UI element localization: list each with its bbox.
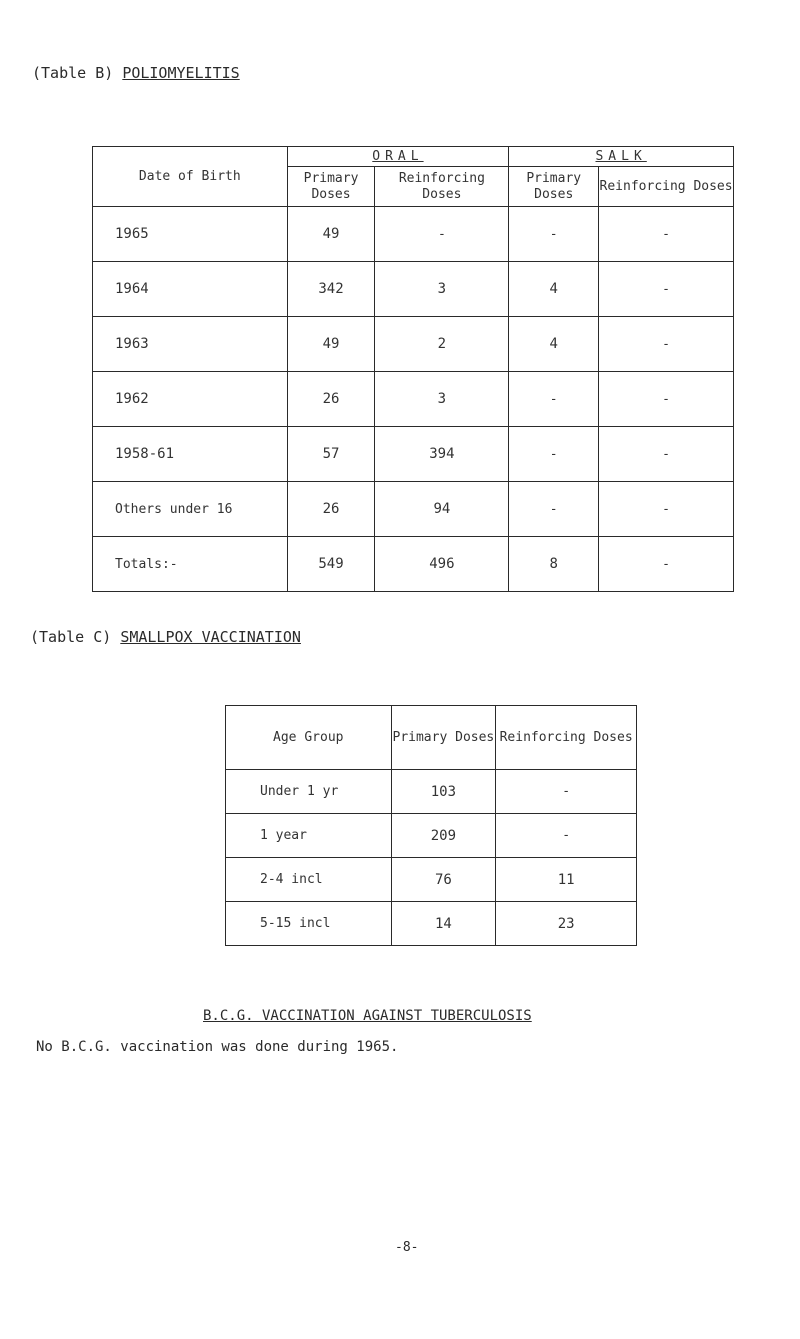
page-number: -8- [395,1240,419,1255]
col-salk-reinforcing: Reinforcing Doses [599,167,734,207]
table-row [226,770,637,814]
col-date-of-birth: Date of Birth [93,147,288,207]
table-row [226,814,637,858]
cell-salk-reinforcing: - [599,482,734,537]
col-oral-reinforcing: Reinforcing Doses [375,167,509,207]
cell-salk-primary: 4 [509,317,599,372]
row-label: 1962 [93,372,288,427]
cell-oral-reinforcing: 3 [375,372,509,427]
table-row [93,317,734,372]
cell-oral-primary: 549 [287,537,375,592]
cell-oral-reinforcing: - [375,207,509,262]
cell-salk-primary: 8 [509,537,599,592]
table-b-label: (Table B) [32,64,114,82]
table-row [93,427,734,482]
cell-primary: 209 [391,814,496,858]
bcg-note: No B.C.G. vaccination was done during 1965. [36,1039,399,1055]
table-row-totals [93,537,734,592]
cell-salk-primary: 4 [509,262,599,317]
cell-oral-primary: 57 [287,427,375,482]
cell-oral-reinforcing: 3 [375,262,509,317]
cell-salk-primary: - [509,207,599,262]
cell-oral-primary: 49 [287,207,375,262]
cell-salk-reinforcing: - [599,427,734,482]
col-age-group: Age Group [226,706,392,770]
row-label: Under 1 yr [226,770,392,814]
row-label: Others under 16 [93,482,288,537]
group-salk: SALK [509,147,734,167]
smallpox-vaccination-table [225,705,637,946]
cell-reinforcing: 23 [496,902,637,946]
cell-oral-primary: 342 [287,262,375,317]
table-row [93,207,734,262]
cell-reinforcing: - [496,770,637,814]
cell-primary: 76 [391,858,496,902]
row-label: Totals:- [93,537,288,592]
cell-salk-reinforcing: - [599,537,734,592]
cell-oral-reinforcing: 394 [375,427,509,482]
cell-reinforcing: - [496,814,637,858]
cell-oral-primary: 26 [287,482,375,537]
cell-salk-primary: - [509,482,599,537]
row-label: 1965 [93,207,288,262]
table-row [226,858,637,902]
cell-oral-primary: 26 [287,372,375,427]
col-oral-primary: Primary Doses [287,167,375,207]
bcg-heading-text: B.C.G. VACCINATION AGAINST TUBERCULOSIS [203,1008,532,1024]
table-row [93,482,734,537]
row-label: 5-15 incl [226,902,392,946]
cell-oral-primary: 49 [287,317,375,372]
cell-salk-reinforcing: - [599,207,734,262]
cell-primary: 103 [391,770,496,814]
col-salk-primary: Primary Doses [509,167,599,207]
group-oral: ORAL [287,147,509,167]
row-label: 1958-61 [93,427,288,482]
table-row [93,262,734,317]
cell-primary: 14 [391,902,496,946]
table-b-title: POLIOMYELITIS [122,64,240,82]
table-c-label: (Table C) [30,628,112,646]
col-reinforcing-doses: Reinforcing Doses [496,706,637,770]
cell-salk-reinforcing: - [599,262,734,317]
row-label: 2-4 incl [226,858,392,902]
col-primary-doses: Primary Doses [391,706,496,770]
cell-oral-reinforcing: 496 [375,537,509,592]
poliomyelitis-table [92,146,734,592]
table-c-title: SMALLPOX VACCINATION [120,628,301,646]
cell-salk-primary: - [509,427,599,482]
cell-salk-reinforcing: - [599,372,734,427]
table-row [226,902,637,946]
cell-salk-primary: - [509,372,599,427]
table-row [93,372,734,427]
bcg-heading [203,1008,532,1024]
row-label: 1963 [93,317,288,372]
table-c-heading [30,628,301,646]
cell-salk-reinforcing: - [599,317,734,372]
table-b-heading [32,64,240,82]
row-label: 1964 [93,262,288,317]
cell-oral-reinforcing: 94 [375,482,509,537]
cell-reinforcing: 11 [496,858,637,902]
row-label: 1 year [226,814,392,858]
cell-oral-reinforcing: 2 [375,317,509,372]
